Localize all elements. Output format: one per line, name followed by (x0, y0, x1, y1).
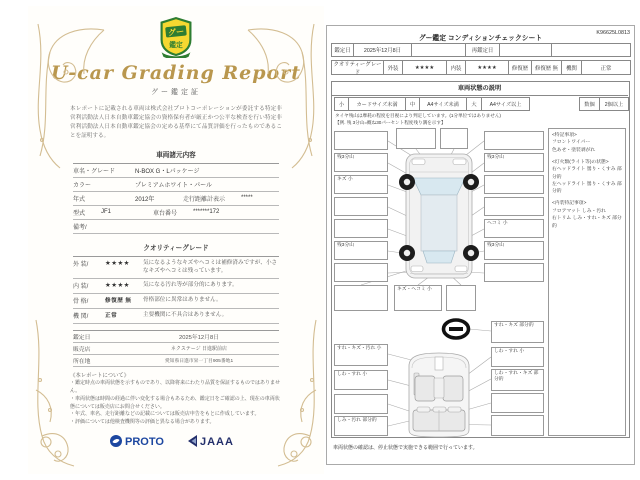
goo-kantei-badge-icon (158, 16, 194, 58)
table-row (73, 206, 279, 220)
table-row (73, 309, 279, 324)
spec-odo-label: 走行距離計表示 (183, 196, 226, 203)
table-row (73, 294, 279, 309)
callout-box (491, 393, 544, 413)
callout-box (491, 415, 544, 436)
callout-box (484, 263, 544, 282)
table-row (73, 279, 279, 294)
info-table (73, 330, 279, 367)
callout-box: すれ・キズ・汚れ 小 (334, 344, 388, 366)
report-subtitle: グー鑑定証 (151, 89, 201, 96)
remark-line: <内装特記事項> (552, 201, 587, 207)
callout-box: ヘコミ 小 (484, 219, 544, 238)
footer-logos (28, 434, 324, 448)
callout-box: 残3分山 (484, 153, 544, 172)
grade-value: 修復歴 無 (105, 298, 132, 305)
proto-logo (109, 434, 171, 448)
sheet-id: K96625L0813 (596, 30, 630, 36)
size-small-value: カードサイズ未満 (349, 98, 406, 110)
sheet-title: グー鑑定 コンディションチェックシート (418, 35, 543, 42)
grade-desc: 主要機関に不具合はありません。 (143, 312, 228, 319)
proto-label: PROTO (125, 435, 164, 448)
condition-check-sheet (326, 25, 635, 465)
spec-note-label: 備考/ (73, 224, 87, 231)
spec-color-label: カラー (73, 182, 92, 189)
grade-desc: 骨格部位に異常はありません。 (143, 297, 222, 304)
grade-stars: ★★★★ (105, 282, 130, 290)
callout-box: しわ・すれ・キズ 部分的 (491, 369, 544, 391)
notes-heading: 《本レポートについて》 (70, 372, 130, 379)
callout-box: すれ・キズ 部分的 (491, 321, 544, 343)
sheet-date-label: 鑑定日 (332, 44, 354, 56)
callout-box: 残3分山 (334, 153, 388, 172)
grading-report (28, 6, 324, 474)
tire-note-line1: タイヤ残山は摩耗の程度を目視により判定しています。(1分単位ではありません) (335, 113, 501, 118)
spec-name-label: 車名・グレード (73, 168, 116, 175)
remark-line: 左ヘッドライト 曇り・くすみ 部分的 (552, 182, 622, 195)
callout-box: 残3分山 (334, 241, 388, 260)
grade-table (73, 256, 279, 324)
badge-top-label: グー (167, 26, 185, 38)
sheet-date-value: 2025年12月8日 (354, 44, 412, 56)
spec-vin-value: *******172 (193, 209, 220, 216)
callout-box: しわ・すれ 小 (334, 370, 388, 390)
grade-heading: クオリティーグレード (143, 244, 209, 252)
table-row (73, 178, 279, 192)
remarks-panel (548, 128, 626, 436)
sheet-redate-label: 再鑑定日 (466, 44, 500, 56)
callout-box (484, 131, 544, 150)
table-row (73, 343, 279, 355)
report-notes (70, 372, 282, 427)
callout-box (446, 285, 476, 311)
spec-year-label: 年式 (73, 196, 86, 203)
appraisal-date-label: 鑑定日 (73, 334, 91, 341)
remark-line: 右ヘッドライト 曇り・くすみ 部分的 (552, 167, 622, 180)
callout-box (396, 128, 436, 149)
callout-box (484, 175, 544, 194)
table-row (73, 355, 279, 367)
note-item: ・鑑定時点の車両状態を示すものであり、以降将来にわたり品質を保証するものではありません。 (70, 380, 281, 395)
table-row (73, 164, 279, 178)
quality-grade-label: クオリティーグレード (332, 61, 384, 74)
spec-model-value: JF1 (101, 209, 112, 216)
interior-stars: ★★★★ (466, 61, 509, 74)
repair-label: 修復歴 (509, 61, 532, 74)
note-item: ・年式、車名、走行距離などの記載については販売店申告をもとに作成しています。 (70, 411, 260, 418)
dealer-value: ネクステージ 日進駅前店 (170, 345, 228, 352)
spec-year-value: 2012年 (135, 196, 155, 203)
remark-line: <特記事項> (552, 133, 577, 138)
grade-label: 内 装/ (73, 284, 89, 291)
grade-stars: ★★★★ (105, 260, 130, 268)
spec-color-value: プレミアムホワイト・パール (135, 182, 213, 189)
exterior-label: 外装 (384, 61, 403, 74)
grade-label: 骨 格/ (73, 299, 89, 306)
address-label: 所在地 (73, 358, 91, 365)
note-item: ・評価については他検査機関等の評価と異なる場合があります。 (70, 419, 215, 426)
interior-label: 内装 (447, 61, 466, 74)
remark-line: 右トリム しみ・すれ・キズ 部分的 (552, 216, 622, 229)
car-interior-icon (409, 353, 469, 437)
remark-line: <灯火類(ライト等)の状態> (552, 159, 609, 165)
engine-label: 機関 (562, 61, 582, 74)
size-large-key: 大 (467, 98, 482, 110)
spec-name-value: N-BOX G・Lパッケージ (135, 168, 200, 175)
remark-line: フロアマット しみ・汚れ (552, 208, 606, 214)
callout-box: しわ・すれ 小 (491, 347, 544, 367)
table-row (73, 220, 279, 234)
report-intro: 本レポートに記載される車両は株式会社プロトコーポレーションが委託する特定非営利活動法人日本自動車鑑定協会の資格保有者が厳正かつ公平な検査を行い特定非営利活動法人日本自動車鑑定協会の定める基準にて品質評価を行ったものであることを証明する。 (70, 106, 282, 139)
size-mid-key: 中 (406, 98, 420, 110)
exterior-stars: ★★★★ (403, 61, 447, 74)
count-key: 数個 (580, 98, 600, 110)
sheet-footer-note: 車両状態の確認は、停止状態で実施できる範囲で行っています。 (333, 445, 478, 451)
callout-box (334, 219, 388, 238)
callout-box (334, 285, 388, 311)
spec-odo-value: ***** (241, 195, 253, 202)
grade-value: 正常 (105, 313, 118, 320)
callout-box: キズ・ヘコミ 小 (394, 285, 442, 311)
repair-value: 修復歴 無 (532, 61, 562, 74)
tire-note-line2: 【例. 残 3分山=概ね30パーセント程度残り溝を示す】 (335, 119, 446, 125)
table-row (73, 331, 279, 343)
table-row (73, 192, 279, 206)
callout-box (334, 197, 388, 216)
callout-box (334, 394, 388, 414)
jaaa-logo (187, 434, 243, 448)
size-mid-value: A4サイズ未満 (420, 98, 467, 110)
grade-desc: 気になるようなキズやヘコミは補修済みですが、小さなキズやヘコミは残っています。 (143, 260, 278, 275)
dealer-label: 販売店 (73, 346, 91, 353)
callout-box (334, 263, 388, 282)
note-item: ・車両状態は時間の経過に伴い変化する場合もあるため、鑑定日をご確認の上、現在の車両状態については販売店にお問合せください。 (70, 395, 280, 410)
callout-box (334, 131, 388, 150)
callout-box (440, 128, 468, 149)
grade-desc: 気になる汚れ等が部分的にあります。 (143, 282, 238, 289)
spec-model-label: 型式 (73, 210, 86, 217)
car-topview-icon (399, 154, 479, 278)
condition-section-title: 車両状態の説明 (331, 83, 628, 96)
address-value: 愛知県日進市栄一丁目905番地1 (164, 358, 234, 364)
callout-box: キズ 小 (334, 175, 388, 194)
callout-box: しみ・汚れ 部分的 (334, 416, 388, 436)
spec-vin-label: 車台番号 (153, 210, 178, 217)
callout-box (484, 197, 544, 216)
table-row (73, 257, 279, 279)
badge-bottom-label: 鑑定 (169, 41, 183, 49)
grade-label: 外 装/ (73, 262, 89, 269)
callout-box: 残3分山 (484, 241, 544, 260)
spec-heading: 車両諸元内容 (156, 151, 196, 159)
grade-label: 機 関/ (73, 314, 89, 321)
report-title: U-car Grading Report (50, 62, 301, 84)
jaaa-label: JAAA (200, 435, 234, 448)
steering-wheel-icon (444, 320, 469, 338)
size-small-key: 小 (335, 98, 349, 110)
spec-table (73, 163, 279, 234)
engine-value: 正常 (600, 65, 612, 72)
appraisal-date-value: 2025年12月8日 (179, 334, 219, 341)
size-large-value: A4サイズ以上 (489, 101, 522, 108)
count-value: 2個以上 (604, 101, 624, 108)
remark-line: 色あせ・塗装剥がれ (552, 147, 596, 153)
remark-line: フロントワイパー (552, 140, 591, 146)
